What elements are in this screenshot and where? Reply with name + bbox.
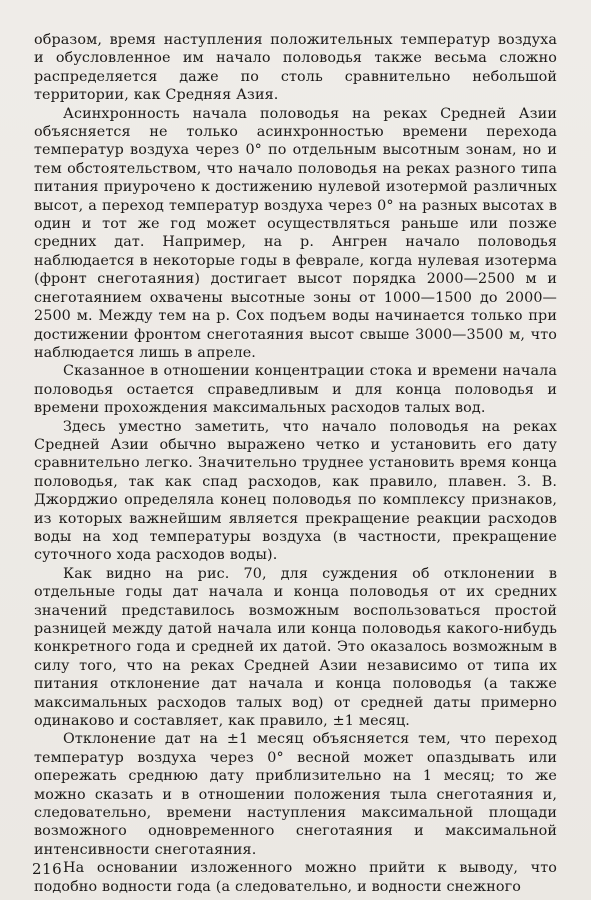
paragraph: образом, время наступления положительных температур воздуха и обусловленное им начало половодья также весьма сложно распределяется даже по столь сравнительно небольшой территории, как Средняя Азия. bbox=[34, 32, 557, 104]
paragraph: Отклонение дат на ±1 месяц объясняется тем, что переход температур воздуха через 0° весной может опаздывать или опережать среднюю дату приблизительно на 1 месяц; то же можно сказать и в отношении положения тыла снеготаяния и, следовательно, времени наступления максимальной площади возможного одновременного снеготаяния и максимальной интенсивности снеготаяния. bbox=[34, 731, 557, 858]
body-text bbox=[34, 31, 557, 896]
paragraph: Здесь уместно заметить, что начало половодья на реках Средней Азии обычно выражено четко и установить его дату сравнительно легко. Значительно труднее установить время конца половодья, так как спад расходов, как правило, плавен. З. В. Джорджио определяла конец половодья по комплексу признаков, из которых важнейшим является прекращение реакции расходов воды на ход температуры воздуха (в частности, прекращение суточного хода расходов воды). bbox=[34, 418, 557, 564]
paragraph: Асинхронность начала половодья на реках Средней Азии объясняется не только асинхронностью времени перехода температур воздуха через 0° по отдельным высотным зонам, но и тем обстоятельством, что начало половодья на реках разного типа питания приурочено к достижению нулевой изотермой различных высот, а переход температур воздуха через 0° на разных высотах в один и тот же год может осуществляться раньше или позже средних дат. Например, на р. Ангрен начало половодья наблюдается в некоторые годы в феврале, когда нулевая изотерма (фронт снеготаяния) достигает высот порядка 2000—2500 м и снеготаянием охвачены высотные зоны от 1000—1500 до 2000—2500 м. Между тем на р. Сох подъем воды начинается только при достижении фронтом снеготаяния высот свыше 3000—3500 м, что наблюдается лишь в апреле. bbox=[34, 105, 557, 361]
paragraph: На основании изложенного можно прийти к выводу, что подобно водности года (а следовательно, и водности снежного bbox=[34, 860, 557, 895]
paragraph: Сказанное в отношении концентрации стока и времени начала половодья остается справедливым и для конца половодья и времени прохождения максимальных расходов талых вод. bbox=[34, 363, 557, 417]
paragraph: Как видно на рис. 70, для суждения об отклонении в отдельные годы дат начала и конца половодья от их средних значений представилось возможным воспользоваться простой разницей между датой начала или конца половодья какого-нибудь конкретного года и средней их датой. Это оказалось возможным в силу того, что на реках Средней Азии независимо от типа их питания отклонение дат начала и конца половодья (а также максимальных расходов талых вод) от средней даты примерно одинаково и составляет, как правило, ±1 месяц. bbox=[34, 565, 557, 730]
page-number: 216 bbox=[32, 860, 63, 878]
